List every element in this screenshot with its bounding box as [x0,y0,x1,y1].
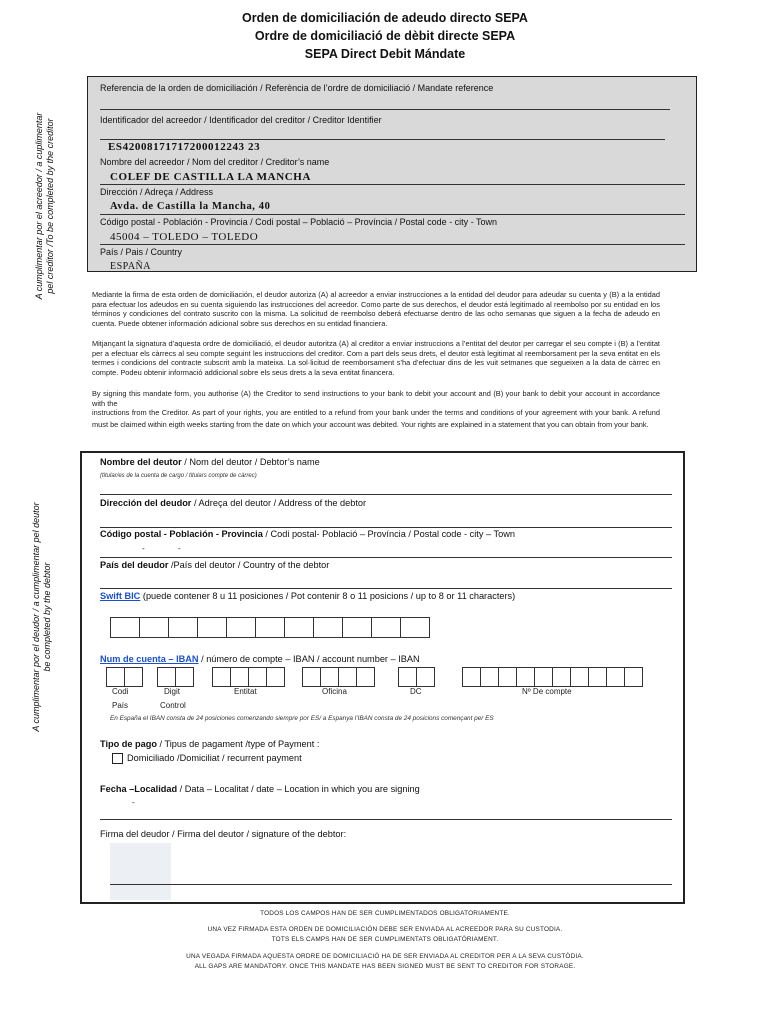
swift-cell[interactable] [371,617,401,638]
creditor-identifier-value: ES42008171717200012243 23 [108,141,261,153]
iban-cell[interactable] [320,667,339,687]
swift-bic-cells[interactable] [110,617,430,638]
debtor-country-label [100,560,329,570]
signature-label: Firma del deudor / Firma del deutor / signature of the debtor: [100,829,347,839]
creditor-postal-label: Código postal - Población - Provincia / Codi postal – Població – Província / Postal code - city - Town [100,217,498,227]
iban-cell[interactable] [462,667,481,687]
swift-cell[interactable] [284,617,314,638]
title-catalan: Ordre de domiciliació de dèbit directe SEPA [254,29,516,43]
iban-cell[interactable] [157,667,176,687]
footer-line-5: ALL GAPS ARE MANDATORY. ONCE THIS MANDATE HAS BEEN SIGNED MUST BE SENT TO CREDITOR FOR STORAGE. [194,963,576,970]
iban-cell[interactable] [606,667,625,687]
date-location-label-rest: / Data – Localitat / date – Location in which you are signing [177,784,420,794]
iban-caption-oficina: Oficina [322,687,347,696]
iban-cell[interactable] [302,667,321,687]
iban-cell[interactable] [230,667,249,687]
iban-cell[interactable] [480,667,499,687]
creditor-side-label-line1: A cumplimentar por el acreedor / a cuplimentar [34,112,44,300]
title-english: SEPA Direct Debit Mándate [304,47,466,61]
debtor-name-hint: (titular/es de la cuenta de cargo / titulars compte de càrrec) [100,473,257,479]
iban-cell[interactable] [534,667,553,687]
creditor-side-label-line2: pel creditor /To be completed by the creditor [45,118,55,294]
legal-text-catalan: Mitjançant la signatura d’aquesta ordre de domiciliació, el deudor autoritza (A) al creditor a enviar instruccions a l’entitat del deutor per carregar el seu compte i (B) a l’entitat per a efectuar els càrrecs al seu compte seguint les instruccions del creditor. Com a part dels seus drets, el deutor està legitimat al reemborsament per la seva entitat en els termes i condicions del contracte subscrit amb la mateixa. La sol·licitud de reemborsament s’ha d’efectuar dins de les vuit setmanes que segueixen a la data de càrrec en compte. Podeu obtenir informació addicional sobre els seus drets a la seva entitat financera. [92,339,660,377]
footer-line-2: UNA VEZ FIRMADA ESTA ORDEN DE DOMICILIACIÓN DEBE SER ENVIADA AL ACREEDOR PARA SU CUSTODIA. [207,926,563,933]
mandate-reference-label: Referencia de la orden de domiciliación / Referència de l’ordre de domiciliació / Mandate reference [100,83,494,93]
iban-cell[interactable] [570,667,589,687]
iban-caption-pais: País [112,701,129,710]
swift-cell[interactable] [313,617,343,638]
legal-text-spanish: Mediante la firma de esta orden de domiciliación, el deudor autoriza (A) al acreedor a enviar instrucciones a la entidad del deudor para adeudar su cuenta y (B) a la entidad para efectuar los adeudos en su cuenta siguiendo las instrucciones del acreedor. Como parte de sus derechos, el deudor está legitimado al reembolso por su entidad en los términos y condiciones del contrato suscrito con la misma. La solicitud de reembolso deberá efectuarse dentro de las ocho semanas que siguen a la fecha de adeudo en cuenta. Puede obtener información adicional sobre sus derechos en su entidad financiera. [92,290,660,328]
iban-cell[interactable] [106,667,125,687]
creditor-postal-value: 45004 – TOLEDO – TOLEDO [110,231,259,243]
creditor-country-value: ESPAÑA [110,261,151,272]
swift-cell[interactable] [197,617,227,638]
iban-cell[interactable] [588,667,607,687]
footer-line-4: UNA VEGADA FIRMADA AQUESTA ORDRE DE DOMICILIACIÓ HA DE SER ENVIADA AL CREDITOR PER A LA SEVA CUSTÒDIA. [186,953,584,960]
debtor-address-label-bold: Dirección del deudor [100,498,192,508]
creditor-postal-line [100,244,685,245]
signature-field[interactable] [110,843,171,900]
swift-bic-link[interactable]: Swift BIC [100,591,141,601]
debtor-section [80,451,685,904]
iban-caption-entitat: Entitat [234,687,257,696]
swift-cell[interactable] [400,617,430,638]
swift-cell[interactable] [255,617,285,638]
debtor-name-input-line[interactable] [100,494,672,495]
signature-line [110,884,672,885]
debtor-side-label-line1: A cumplimentar por el deudor / a cumplimentar pel deutor [31,502,41,732]
payment-type-label-rest: / Tipus de pagament /type of Payment : [157,739,320,749]
debtor-postal-label-bold: Código postal - Población - Provincia [100,529,263,539]
creditor-country-label: País / Pais / Country [100,247,183,257]
iban-cell[interactable] [498,667,517,687]
creditor-section [87,76,697,272]
swift-cell[interactable] [139,617,169,638]
iban-cell[interactable] [175,667,194,687]
debtor-country-label-bold: País del deudor [100,560,169,570]
payment-type-label-bold: Tipo de pago [100,739,157,749]
date-location-label-bold: Fecha –Localidad [100,784,178,794]
iban-caption-digit: Digit [164,687,181,696]
iban-caption-codi: Codi [112,687,129,696]
swift-bic-label-rest: (puede contener 8 u 11 posiciones / Pot contenir 8 o 11 posicions / up to 8 or 11 characters) [140,591,516,601]
footer-line-1: TODOS LOS CAMPOS HAN DE SER CUMPLIMENTADOS OBLIGATORIAMENTE. [260,910,510,917]
iban-cell[interactable] [398,667,417,687]
date-location-input-line[interactable] [100,819,672,820]
creditor-address-value: Avda. de Castilla la Mancha, 40 [110,201,271,212]
iban-cell[interactable] [356,667,375,687]
iban-cell[interactable] [124,667,143,687]
iban-note: En España el IBAN consta de 24 posiciones comenzando siempre por ES/ a Espanya l’IBAN consta de 24 posicions començant per ES [110,715,494,722]
iban-cell[interactable] [338,667,357,687]
iban-label [100,654,420,664]
debtor-address-label-rest: / Adreça del deutor / Address of the debtor [191,498,367,508]
debtor-postal-dash-1: - [142,544,145,553]
iban-cell[interactable] [266,667,285,687]
iban-label-rest: / número de compte – IBAN / account number – IBAN [198,654,420,664]
legal-text-english-1: By signing this mandate form, you authorise (A) the Creditor to send instructions to your bank to debit your account and (B) your bank to debit your account in accordance with the [92,389,660,408]
debtor-address-input-line[interactable] [100,527,672,528]
iban-caption-dc: DC [410,687,422,696]
iban-cell[interactable] [416,667,435,687]
iban-cell[interactable] [212,667,231,687]
swift-cell[interactable] [226,617,256,638]
debtor-postal-input-line[interactable] [100,557,672,558]
debtor-name-label-rest: / Nom del deutor / Debtor’s name [181,457,320,467]
creditor-address-line [100,214,685,215]
date-location-dash: - [132,798,135,807]
debtor-postal-dash-2: - [178,544,181,553]
mandate-reference-line [100,109,670,110]
creditor-address-label: Dirección / Adreça / Address [100,187,214,197]
creditor-name-label: Nombre del acreedor / Nom del creditor / Creditor’s name [100,157,330,167]
debtor-country-label-rest: /País del deutor / Country of the debtor [168,560,330,570]
creditor-identifier-label: Identificador del acreedor / Identificador del creditor / Creditor Identifier [100,115,382,125]
debtor-postal-label [100,529,515,539]
creditor-name-value: COLEF DE CASTILLA LA MANCHA [110,171,311,183]
creditor-name-line [100,184,685,185]
swift-cell[interactable] [168,617,198,638]
iban-cell[interactable] [624,667,643,687]
title-spanish: Orden de domiciliación de adeudo directo SEPA [242,11,528,25]
iban-caption-num-compte: Nº De compte [522,687,572,696]
payment-type-label [100,739,319,749]
swift-cell[interactable] [110,617,140,638]
recurrent-payment-checkbox[interactable] [112,753,123,764]
iban-caption-control: Control [160,701,186,710]
debtor-side-label-line2: be completed by the debtor [42,562,52,672]
debtor-postal-label-rest: / Codi postal- Població – Província / Postal code - city – Town [262,529,515,539]
creditor-identifier-line [100,139,665,140]
swift-cell[interactable] [342,617,372,638]
legal-text-english-2: instructions from the Creditor. As part of your rights, you are entitled to a refund from your bank under the terms and conditions of your agreement with your bank. A refund must be claimed within eigth weeks starting from the date on which your account was debited. Your rights are explained in a statement that you can obtain from your bank. [92,408,660,429]
iban-cell[interactable] [516,667,535,687]
iban-cell[interactable] [248,667,267,687]
iban-cells[interactable] [106,667,676,687]
iban-link[interactable]: Num de cuenta – IBAN [100,654,199,664]
iban-cell[interactable] [552,667,571,687]
swift-bic-label [100,591,515,601]
debtor-name-label-bold: Nombre del deutor [100,457,182,467]
date-location-label [100,784,420,794]
debtor-country-input-line[interactable] [100,588,672,589]
recurrent-payment-label: Domiciliado /Domiciliat / recurrent payment [127,753,302,763]
footer-line-3: TOTS ELS CAMPS HAN DE SER CUMPLIMENTATS OBLIGATÒRIAMENT. [271,936,499,943]
debtor-name-label [100,457,320,467]
debtor-address-label [100,498,366,508]
